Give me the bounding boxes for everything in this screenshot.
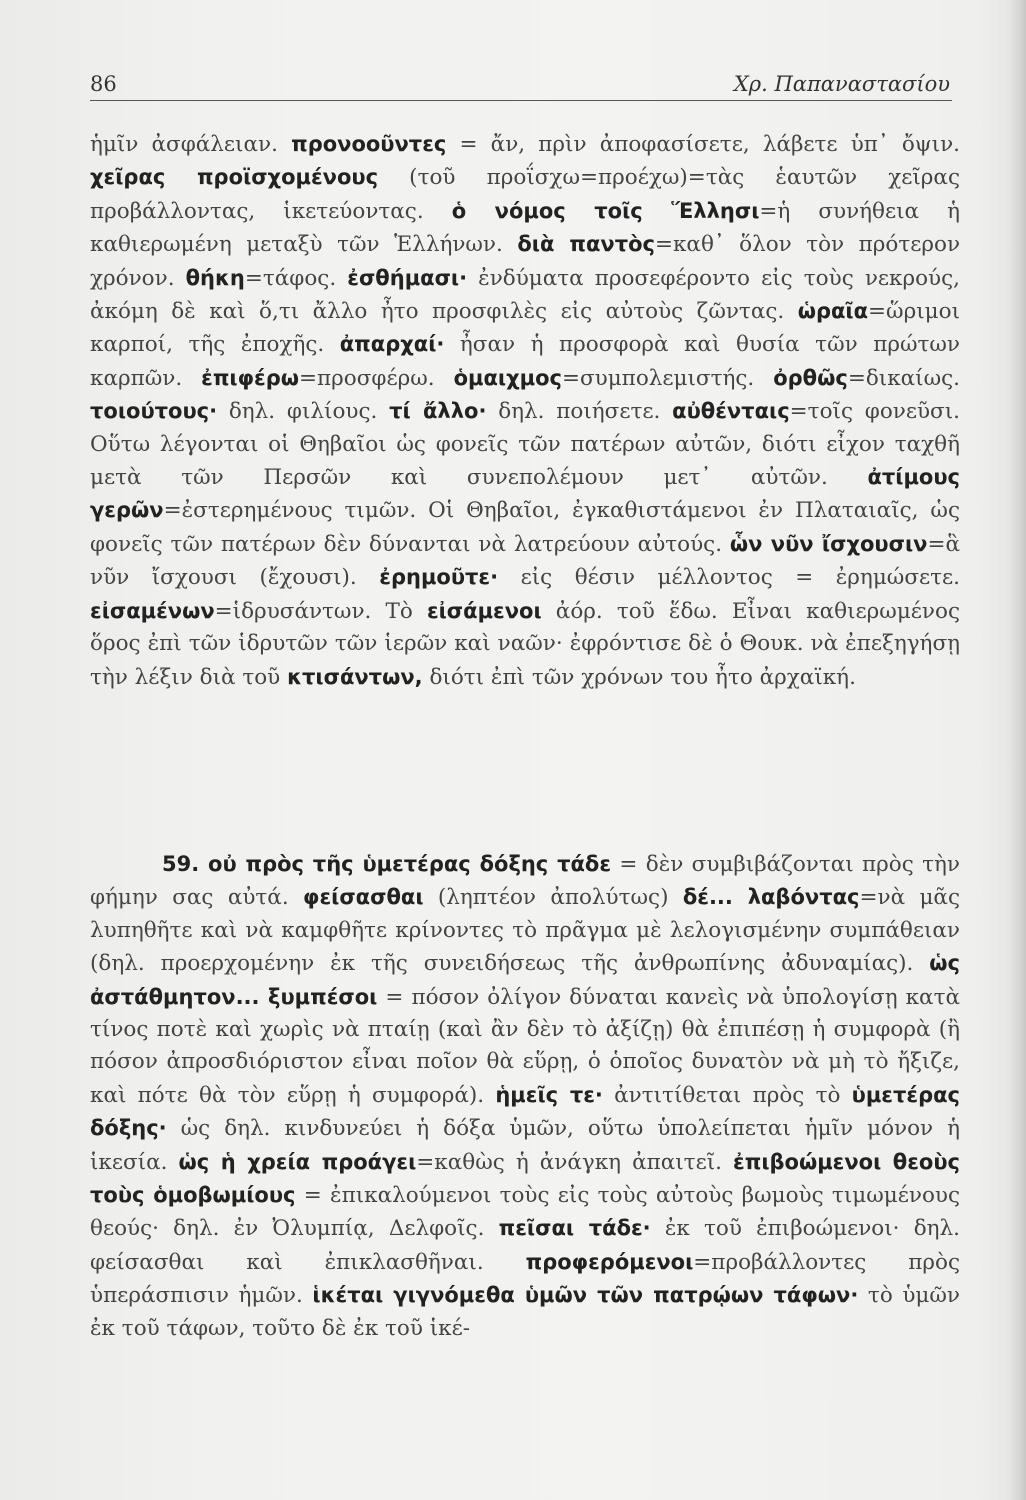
lemma: διὰ παντὸς — [517, 232, 655, 257]
text-run: =ἃ νῦν ἴσχουσι (ἔχουσι). — [90, 531, 960, 591]
page-number: 86 — [90, 72, 117, 96]
lemma: ὡς ἀστάθμητον... ξυμπέσοι — [90, 951, 960, 1009]
text-run: (ληπτέον ἀπολύτως) — [423, 885, 683, 911]
lemma: ὁ νόμος τοῖς Ἕλλησι — [451, 198, 760, 223]
text-run: = δὲν συμβιβάζονται πρὸς τὴν φήμην σας αὐτά. — [90, 852, 960, 911]
lemma: κτισάντων, — [287, 664, 423, 689]
lemma: ἀτίμους γερῶν — [90, 465, 960, 523]
lemma: ἱκέται γιγνόμεθα ὑμῶν τῶν πατρῴων τάφων· — [312, 1283, 859, 1308]
text-run: =καθὼς ἡ ἀνάγκη ἀπαιτεῖ. — [416, 1149, 734, 1175]
lemma: θήκη — [185, 265, 245, 290]
lemma: προφερόμενοι — [525, 1249, 694, 1274]
lemma: ὀρθῶς — [773, 365, 848, 390]
text-run: διότι ἐπὶ τῶν χρόνων του ἦτο ἀρχαϊκή. — [422, 664, 856, 690]
text-run: = ἄν, πρὶν ἀποφασίσετε, λάβετε ὑπ᾽ ὄψιν. — [446, 132, 960, 157]
lemma: φείσασθαι — [303, 885, 424, 910]
lemma: χεῖρας προϊσχομένους — [90, 165, 379, 190]
text-run: =καθ᾽ ὅλον τὸν πρότερον χρόνον. — [90, 232, 961, 291]
running-head: Χρ. Παπαναστασίου — [733, 72, 950, 96]
text-run: =ἡ συνήθεια ἡ καθιερωμένη μεταξὺ τῶν Ἑλλήνων. — [90, 198, 960, 258]
text-run: =προσφέρω. — [299, 365, 454, 391]
section-number: 59. — [162, 852, 200, 876]
lemma: ὧν νῦν ἴσχουσιν — [729, 531, 928, 556]
lemma: τί ἄλλο· — [389, 399, 487, 424]
text-run: δηλ. φιλίους. — [217, 399, 390, 425]
text-run: ὡς δηλ. κινδυνεύει ἡ δόξα ὑμῶν, οὕτω ὑπολείπεται ἡμῖν μόνον ἡ ἱκεσία. — [90, 1116, 960, 1175]
text-run: (τοῦ προΐσχω=προέχω)=τὰς ἑαυτῶν χεῖρας προβάλλοντας, ἱκετεύοντας. — [90, 165, 960, 224]
text-run: =ὥριμοι καρποί, τῆς ἐποχῆς. — [90, 299, 960, 358]
text-run: ἦσαν ἡ προσφορὰ καὶ θυσία τῶν πρώτων καρπῶν. — [90, 332, 961, 391]
text-run: =τάφος. — [244, 265, 348, 291]
text-run: = πόσον ὀλίγον δύναται κανεὶς νὰ ὑπολογίσῃ κατὰ τίνος ποτὲ καὶ χωρὶς νὰ πταίῃ (καὶ ἂν δὲν τὸ ἀξίζῃ) θὰ ἐπιπέσῃ ἡ συμφορὰ (ἢ πόσον ἀπροσδιόριστον εἶναι ποῖον θὰ εὕρῃ, ὁ ὁποῖος δυνατὸν νὰ μὴ τὸ ἤξιζε, καὶ πότε θὰ τὸν εὕρῃ ἡ συμφορά). — [90, 984, 960, 1108]
lemma: ὡς ἡ χρεία προάγει — [178, 1149, 417, 1174]
page-header — [90, 66, 952, 101]
lemma: αὐθένταις — [672, 399, 790, 424]
lemma: ὑμετέρας δόξης· — [90, 1082, 960, 1141]
lemma: ἐπιβοώμενοι θεοὺς τοὺς ὁμοβωμίους — [90, 1149, 960, 1208]
commentary-paragraph-59 — [90, 848, 960, 1345]
lemma: εἰσάμενοι — [426, 598, 542, 623]
text-run: =προβάλλοντες πρὸς ὑπεράσπισιν ἡμῶν. — [90, 1249, 960, 1309]
text-run: = ἐπικαλούμενοι τοὺς εἰς τοὺς αὐτοὺς βωμοὺς τιμωμένους θεούς· δηλ. ἐν Ὀλυμπίᾳ, Δελφοῖς. — [90, 1183, 960, 1242]
lemma: πεῖσαι τάδε· — [498, 1216, 651, 1241]
lemma: προνοοῦντες — [291, 132, 447, 156]
text-run: ἐνδύματα προσεφέροντο εἰς τοὺς νεκρούς, ἀκόμη δὲ καὶ ὅ,τι ἄλλο ἦτο προσφιλὲς εἰς αὐτοὺς ζῶντας. — [90, 265, 960, 325]
text-run: =δικαίως. — [847, 365, 960, 391]
text-run: ἐκ τοῦ ἐπιβοώμενοι· δηλ. φείσασθαι καὶ ἐπικλασθῆναι. — [90, 1216, 960, 1275]
lemma: ὡραῖα — [797, 299, 869, 324]
lemma: εἰσαμένων — [90, 598, 215, 623]
text-run: ἀόρ. τοῦ ἕδω. Εἶναι καθιερωμένος ὅρος ἐπὶ τῶν ἱδρυτῶν τῶν ἱερῶν καὶ ναῶν· ἐφρόντισε δὲ ὁ Θουκ. νὰ ἐπεξηγήσῃ τὴν λέξιν διὰ τοῦ — [90, 598, 960, 690]
text-run: ἡμῖν ἀσφάλειαν. — [90, 132, 292, 157]
commentary-paragraph-58 — [90, 128, 960, 694]
lemma: ἀπαρχαί· — [339, 332, 445, 357]
text-run: =ἐστερημένους τιμῶν. Οἱ Θηβαῖοι, ἐγκαθιστάμενοι ἐν Πλαταιαῖς, ὡς φονεῖς τῶν πατέρων δὲν δύνανται νὰ λατρεύουν αὐτούς. — [90, 498, 960, 557]
lemma: ἡμεῖς τε· — [495, 1082, 603, 1107]
lemma: οὐ πρὸς τῆς ὑμετέρας δόξης τάδε — [199, 852, 612, 876]
text-run: εἰς θέσιν μέλλοντος = ἐρημώσετε. — [498, 565, 960, 591]
lemma: δέ... λαβόντας — [682, 885, 860, 910]
text-run: =συμπολεμιστής. — [561, 365, 774, 391]
text-run: ἀντιτίθεται πρὸς τὸ — [602, 1082, 852, 1108]
lemma: τοιούτους· — [90, 399, 218, 424]
lemma: ἐρημοῦτε· — [379, 565, 499, 590]
text-run: =τοῖς φονεῦσι. Οὕτω λέγονται οἱ Θηβαῖοι ὡς φονεῖς τῶν πατέρων αὐτῶν, διότι εἶχον ταχθῆ μετὰ τῶν Περσῶν καὶ συνεπολέμουν μετ᾽ αὐτῶν. — [90, 399, 960, 491]
text-run: =ἱδρυσάντων. Τὸ — [214, 598, 427, 624]
lemma: ἐσθήμασι· — [347, 265, 468, 290]
text-run: τὸ ὑμῶν ἐκ τοῦ τάφων, τοῦτο δὲ ἐκ τοῦ ἱκέ- — [90, 1283, 961, 1341]
lemma: ὁμαιχμος — [453, 365, 562, 390]
text-run: δηλ. ποιήσετε. — [486, 399, 673, 425]
text-run: =νὰ μᾶς λυπηθῆτε καὶ νὰ καμφθῆτε κρίνοντες τὸ πρᾶγμα μὲ λελογισμένην συμπάθειαν (δηλ. προερχομένην ἐκ τῆς συνειδήσεως τῆς ἀνθρωπίνης ἀδυναμίας). — [90, 885, 960, 977]
lemma: ἐπιφέρω — [201, 365, 300, 390]
page-spine-shadow — [1008, 0, 1026, 1500]
